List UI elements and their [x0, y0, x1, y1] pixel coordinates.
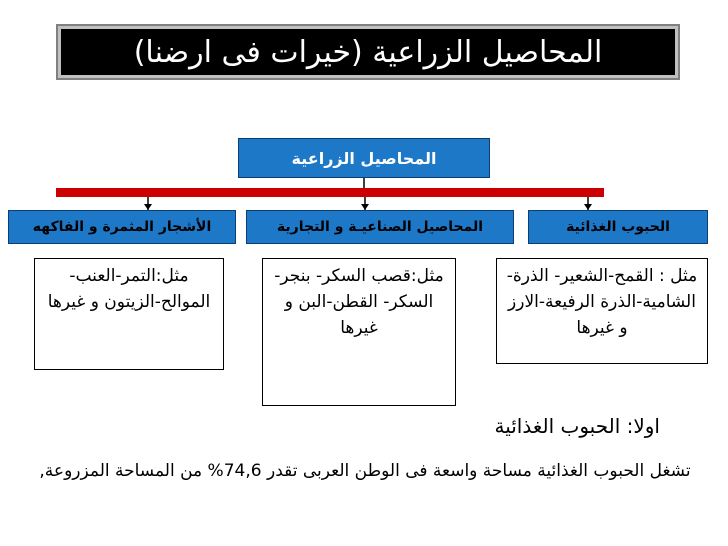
root-node: المحاصيل الزراعية: [238, 138, 490, 178]
category-grains: الحبوب الغذائية: [528, 210, 708, 244]
branch-bar: [56, 188, 604, 197]
example-industrial: مثل:قصب السكر- بنجر-السكر- القطن-البن و غيرها: [262, 258, 456, 406]
body-paragraph: تشغل الحبوب الغذائية مساحة واسعة فى الوطن العربى تقدر 74,6% من المساحة المزروعة,: [39, 461, 691, 481]
example-fruit-trees: مثل:التمر-العنب- الموالح-الزيتون و غيرها: [34, 258, 224, 370]
page-title: المحاصيل الزراعية (خيرات فى ارضنا): [58, 26, 678, 78]
section-heading: اولا: الحبوب الغذائية: [494, 414, 660, 438]
example-grains: مثل : القمح-الشعير- الذرة-الشامية-الذرة الرفيعة-الارز و غيرها: [496, 258, 708, 364]
category-industrial: المحاصيل الصناعيـة و التجارية: [246, 210, 514, 244]
category-fruit-trees: الأشجار المثمرة و الفاكهه: [8, 210, 236, 244]
